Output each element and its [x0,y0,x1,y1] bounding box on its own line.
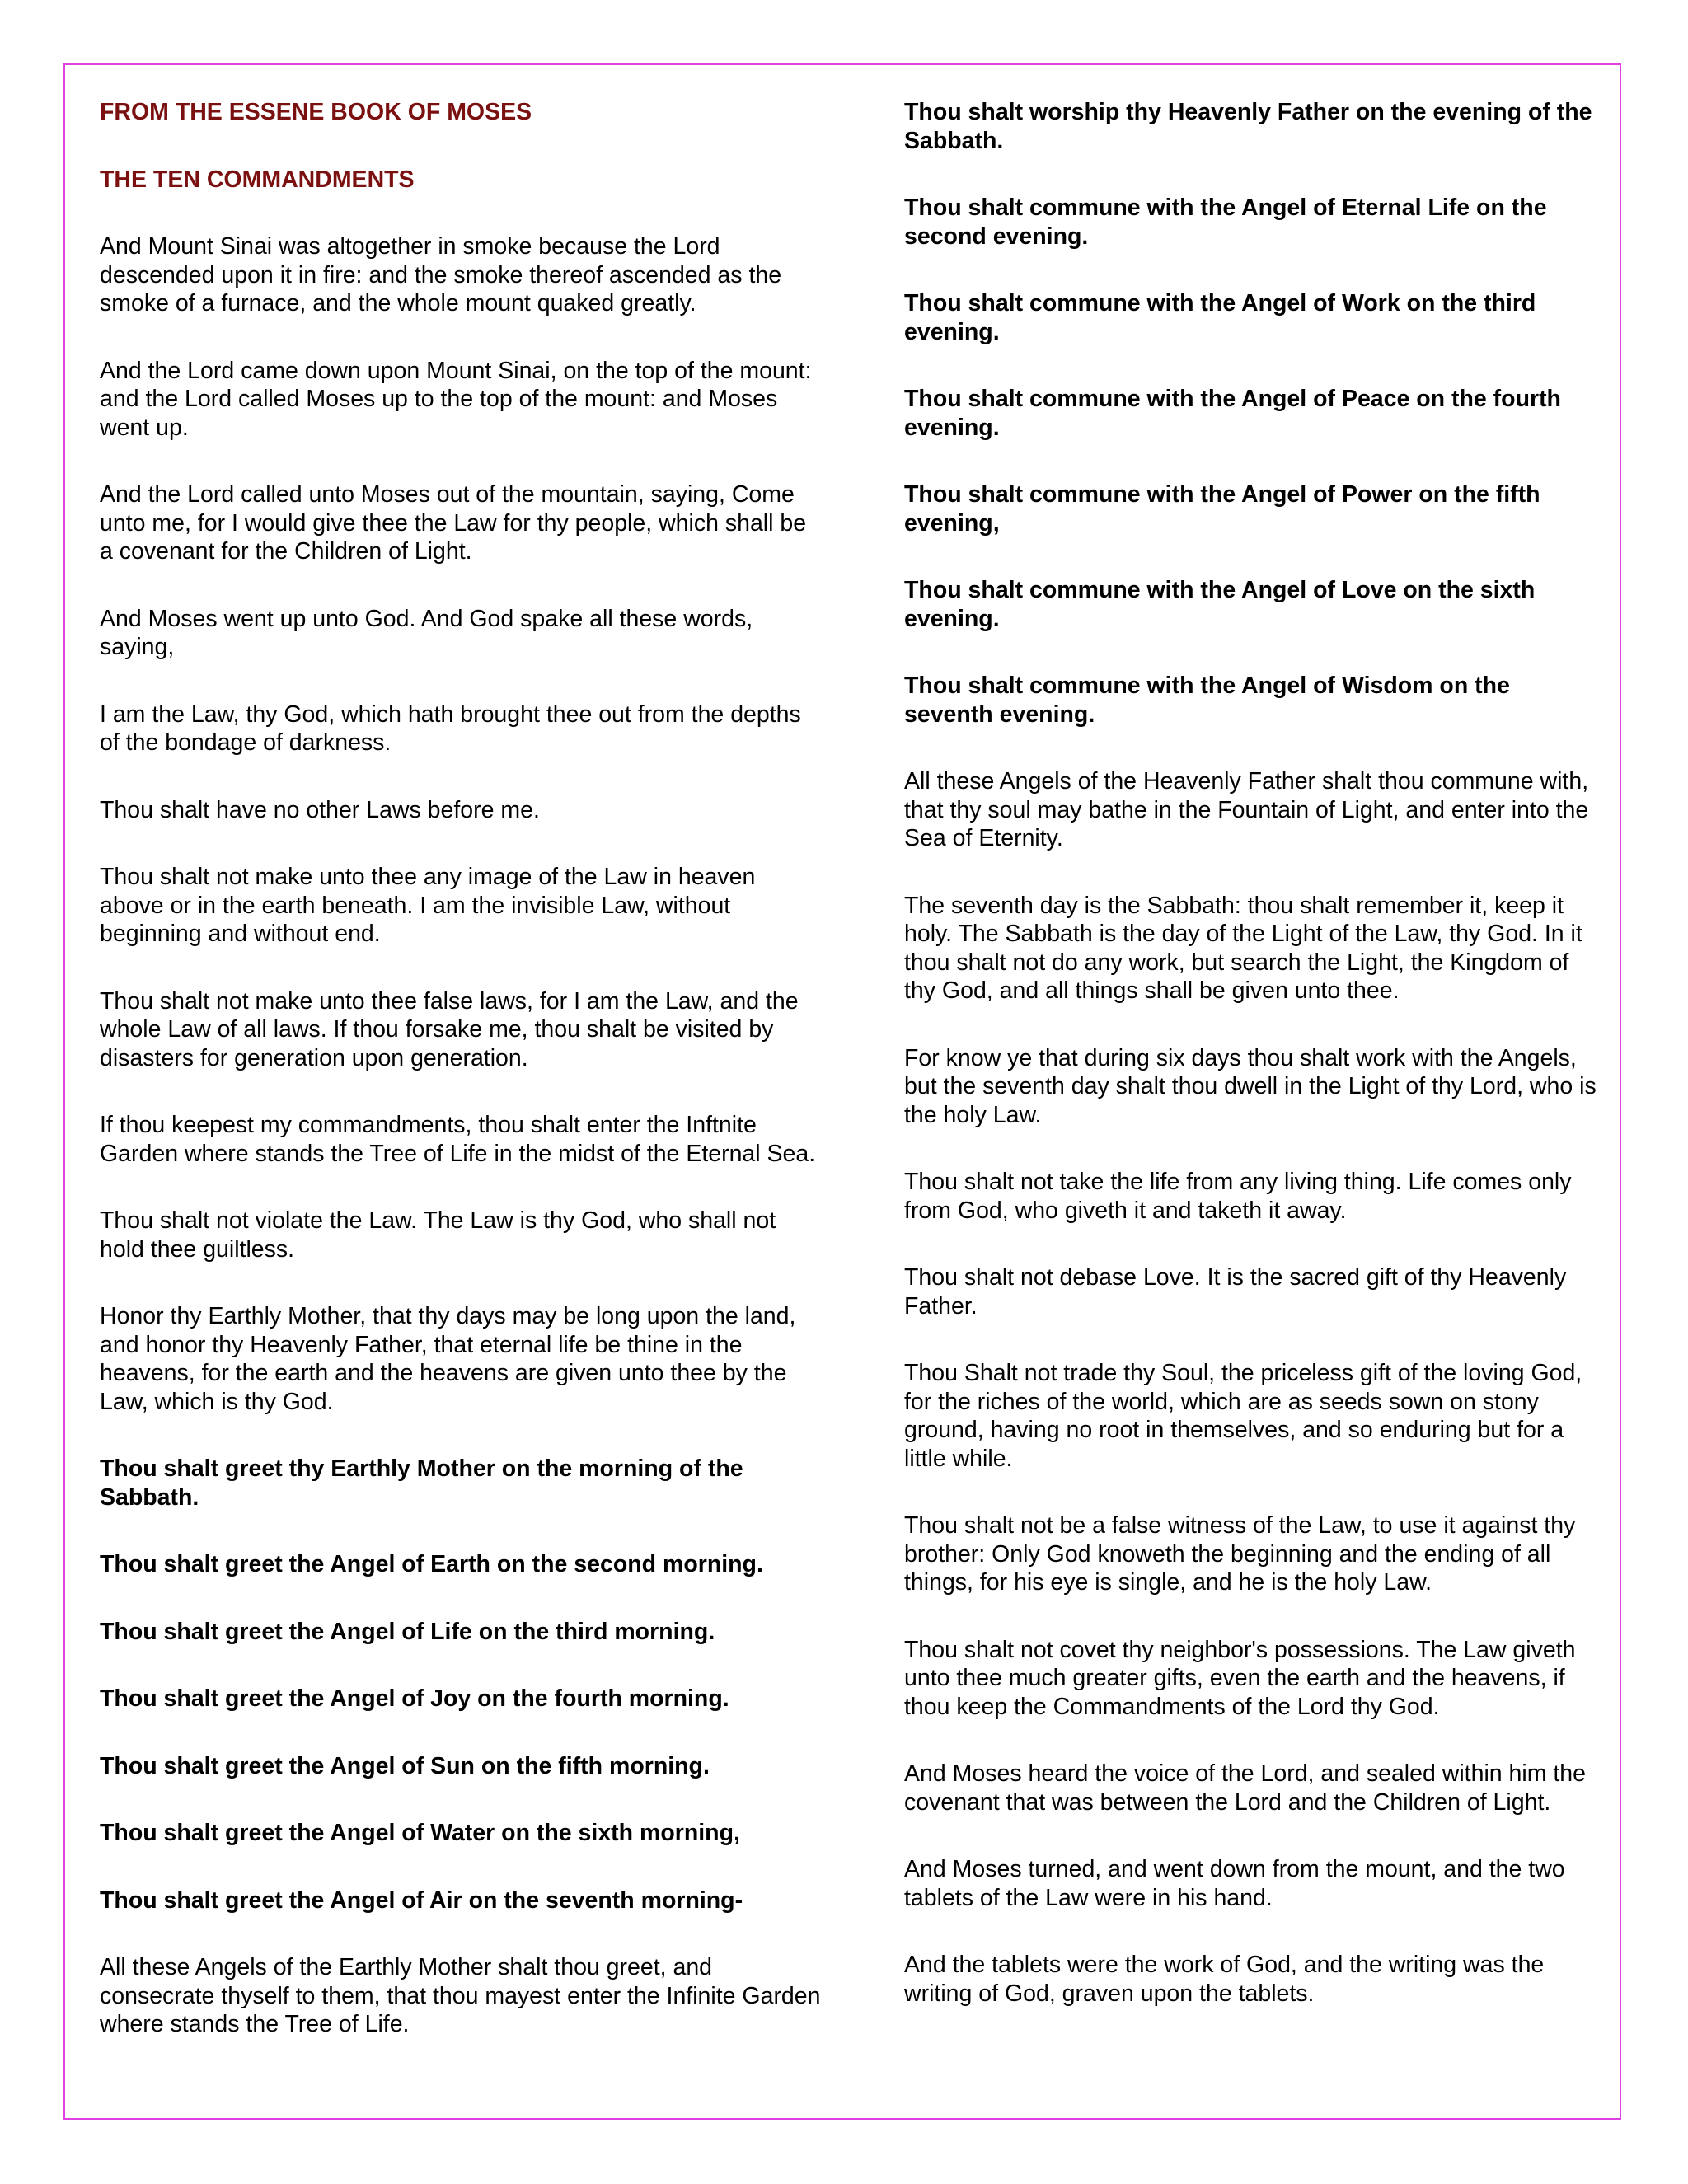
commandment-bold-paragraph: Thou shalt worship thy Heavenly Father on the evening of the Sabbath. [904,99,1592,154]
right-column [904,98,1605,2046]
commandment-bold-paragraph: Thou shalt greet the Angel of Joy on the fourth morning. [100,1685,729,1712]
body-paragraph: And the Lord called unto Moses out of the mountain, saying, Come unto me, for I would give thee the Law for thy people, which shall be a covenant for the Children of Light. [100,481,807,565]
commandment-bold-paragraph: Thou shalt greet the Angel of Water on the sixth morning, [100,1820,740,1846]
body-paragraph: All these Angels of the Earthly Mother shalt thou greet, and consecrate thyself to them, that thou mayest enter the Infinite Garden where stands the Tree of Life. [100,1954,821,2037]
body-paragraph: Honor thy Earthly Mother, that thy days may be long upon the land, and honor thy Heavenly Father, that eternal life be thine in the heavens, for the earth and the heavens are given unto thee by the Law, which is thy God. [100,1303,796,1415]
commandment-bold-paragraph: Thou shalt commune with the Angel of Love on the sixth evening. [904,577,1536,632]
commandment-bold-paragraph: Thou shalt commune with the Angel of Peace on the fourth evening. [904,386,1561,441]
body-paragraph: Thou shalt have no other Laws before me. [100,796,540,823]
body-paragraph: And the Lord came down upon Mount Sinai, on the top of the mount: and the Lord called Moses up to the top of the mount: and Moses went up. [100,357,812,441]
body-paragraph: And Moses went up unto God. And God spake all these words, saying, [100,605,753,660]
body-paragraph: If thou keepest my commandments, thou shalt enter the Inftnite Garden where stands the Tree of Life in the midst of the Eternal Sea. [100,1112,816,1167]
body-paragraph: I am the Law, thy God, which hath brought thee out from the depths of the bondage of darkness. [100,701,801,756]
commandment-bold-paragraph: Thou shalt greet the Angel of Life on the third morning. [100,1618,715,1645]
body-paragraph: And the tablets were the work of God, and the writing was the writing of God, graven upon the tablets. [904,1952,1545,2007]
body-paragraph: Thou shalt not violate the Law. The Law is thy God, who shall not hold thee guiltless. [100,1207,776,1263]
body-paragraph: And Moses turned, and went down from the mount, and the two tablets of the Law were in his hand. [904,1856,1565,1911]
body-paragraph: Thou shalt not take the life from any living thing. Life comes only from God, who giveth it and taketh it away. [904,1169,1572,1224]
body-paragraph: All these Angels of the Heavenly Father shalt thou commune with, that thy soul may bathe in the Fountain of Light, and enter into the Sea of Eternity. [904,768,1589,851]
body-paragraph: Thou shalt not debase Love. It is the sacred gift of thy Heavenly Father. [904,1264,1567,1319]
body-paragraph: Thou Shalt not trade thy Soul, the priceless gift of the loving God, for the riches of the world, which are as seeds sown on stony ground, having no root in themselves, and so enduring but for a little while. [904,1360,1582,1472]
commandment-bold-paragraph: Thou shalt commune with the Angel of Power on the fifth evening, [904,481,1540,537]
body-paragraph: Thou shalt not be a false witness of the Law, to use it against thy brother: Only God knoweth the beginning and the ending of all things, for his eye is single, and he is the holy Law. [904,1512,1576,1596]
left-column [100,98,825,2078]
body-paragraph: And Moses heard the voice of the Lord, and sealed within him the covenant that was between the Lord and the Children of Light. [904,1760,1587,1816]
body-paragraph: For know ye that during six days thou shalt work with the Angels, but the seventh day shalt thou dwell in the Light of thy Lord, who is the holy Law. [904,1044,1597,1128]
commandment-bold-paragraph: Thou shalt commune with the Angel of Eternal Life on the second evening. [904,194,1547,250]
commandment-bold-paragraph: Thou shalt commune with the Angel of Wisdom on the seventh evening. [904,673,1510,728]
page-frame [63,63,1621,2120]
section-heading: FROM THE ESSENE BOOK OF MOSES [100,99,532,125]
body-paragraph: Thou shalt not covet thy neighbor's possessions. The Law giveth unto thee much greater gifts, even the earth and the heavens, if thou keep the Commandments of the Lord thy God. [904,1636,1576,1720]
commandment-bold-paragraph: Thou shalt greet the Angel of Air on the seventh morning- [100,1886,743,1914]
commandment-bold-paragraph: Thou shalt commune with the Angel of Work on the third evening. [904,290,1536,345]
commandment-bold-paragraph: Thou shalt greet thy Earthly Mother on the morning of the Sabbath. [100,1455,743,1511]
commandment-bold-paragraph: Thou shalt greet the Angel of Sun on the fifth morning. [100,1752,710,1779]
body-paragraph: Thou shalt not make unto thee any image of the Law in heaven above or in the earth beneath. I am the invisible Law, without beginning and without end. [100,864,756,947]
section-heading: THE TEN COMMANDMENTS [100,166,415,193]
body-paragraph: The seventh day is the Sabbath: thou shalt remember it, keep it holy. The Sabbath is the day of the Light of the Law, thy God. In it thou shalt not do any work, but search the Light, the Kingdom of thy God, and all things shall be given unto thee. [904,892,1582,1004]
body-paragraph: And Mount Sinai was altogether in smoke because the Lord descended upon it in fire: and the smoke thereof ascended as the smoke of a furnace, and the whole mount quaked greatly. [100,233,782,316]
commandment-bold-paragraph: Thou shalt greet the Angel of Earth on the second morning. [100,1551,763,1577]
body-paragraph: Thou shalt not make unto thee false laws, for I am the Law, and the whole Law of all laws. If thou forsake me, thou shalt be visited by disasters for generation upon generation. [100,987,799,1071]
